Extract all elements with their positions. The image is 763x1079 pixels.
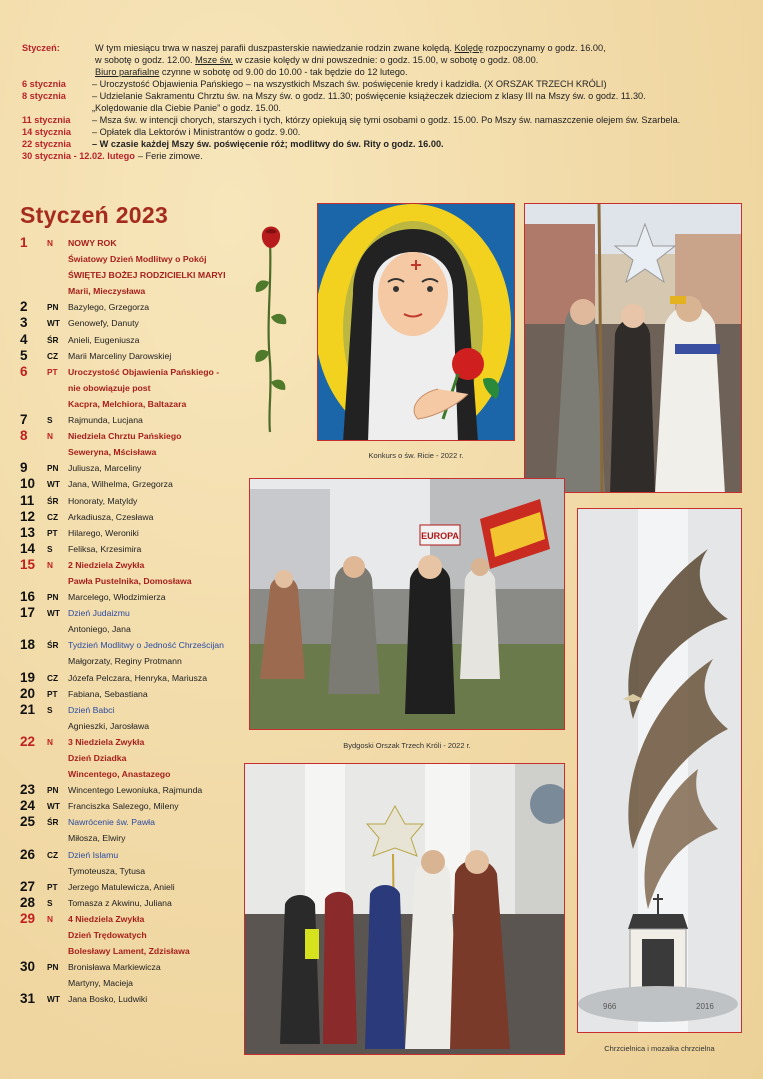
weekday: ŚR xyxy=(47,334,59,345)
notice-item: 11 stycznia – Msza św. w intencji chorych, starszych i tych, którzy opiekują się tymi osobami o godz. 15.00. Po Mszy św. namaszczenie olejem św. Szarbela. xyxy=(22,115,681,125)
day-text: Józefa Pelczara, Henryka, Mariusza xyxy=(68,672,208,683)
calendar-row xyxy=(20,299,260,315)
day-text: Juliusza, Marceliny xyxy=(68,463,142,474)
day-number: 10 xyxy=(20,476,36,492)
day-text: Franciszka Salezego, Mileny xyxy=(68,801,179,812)
weekday: N xyxy=(47,431,53,442)
intro-line-1: Styczeń: W tym miesiącu trwa w naszej parafii duszpasterskie nawiedzanie rodzin zwane kolędą. Kolędę rozpoczynamy o godz. 16.00, xyxy=(22,43,606,53)
day-number: 21 xyxy=(20,701,36,717)
rita-painting-drawing xyxy=(318,204,515,441)
orszak-procession-drawing xyxy=(250,479,565,730)
calendar-row xyxy=(20,621,260,637)
month-title: Styczeń 2023 xyxy=(20,202,169,228)
caption-orszak: Bydgoski Orszak Trzech Króli - 2022 r. xyxy=(343,741,471,750)
day-text: Tomasza z Akwinu, Juliana xyxy=(68,897,172,908)
calendar-row xyxy=(20,653,260,669)
day-text: Miłosza, Elwiry xyxy=(68,833,126,844)
weekday: S xyxy=(47,543,53,554)
day-text: Marii, Mieczysława xyxy=(68,286,146,297)
three-kings-drawing xyxy=(525,204,742,493)
calendar-row xyxy=(20,718,260,734)
calendar-row xyxy=(20,782,260,798)
weekday: CZ xyxy=(47,849,59,860)
calendar-row xyxy=(20,444,260,460)
day-text: Martyny, Macieja xyxy=(68,978,134,989)
parish-notices xyxy=(22,42,757,162)
weekday: ŚR xyxy=(47,495,59,506)
weekday: PN xyxy=(47,302,59,313)
calendar-row xyxy=(20,734,260,750)
day-number: 28 xyxy=(20,894,36,910)
day-number: 23 xyxy=(20,782,36,798)
weekday: PT xyxy=(47,688,58,699)
day-number: 18 xyxy=(20,637,36,653)
weekday: PT xyxy=(47,527,58,538)
day-text: Dzień Islamu xyxy=(68,849,119,860)
calendar-row xyxy=(20,847,260,863)
day-text: 3 Niedziela Zwykła xyxy=(68,736,145,747)
calendar-row xyxy=(20,814,260,830)
weekday: CZ xyxy=(47,672,59,683)
day-text: Jana Bosko, Ludwiki xyxy=(68,994,148,1005)
intro-line-2: w sobotę o godz. 12.00. Msze św. w czasie kolędy w dni powszednie: o godz. 15.00, w sobotę o godz. 08.00. xyxy=(95,55,539,65)
weekday: S xyxy=(47,415,53,426)
weekday: S xyxy=(47,704,53,715)
day-number: 29 xyxy=(20,910,36,926)
weekday: N xyxy=(47,736,53,747)
day-text: Bazylego, Grzegorza xyxy=(68,302,150,313)
notice-item: 30 stycznia - 12.02. lutego – Ferie zimowe. xyxy=(22,151,203,161)
weekday: CZ xyxy=(47,350,59,361)
weekday: N xyxy=(47,559,53,570)
day-number: 13 xyxy=(20,524,36,540)
weekday: S xyxy=(47,897,53,908)
font-year-left: 966 xyxy=(603,1002,617,1011)
intro-line-3: Biuro parafialne czynne w sobotę od 9.00 do 10.00 - tak będzie do 12 lutego. xyxy=(95,67,408,77)
calendar-row xyxy=(20,251,260,267)
day-text: Rajmunda, Lucjana xyxy=(68,415,143,426)
calendar-row xyxy=(20,702,260,718)
weekday: PN xyxy=(47,592,59,603)
weekday: ŚR xyxy=(47,817,59,828)
calendar-row xyxy=(20,975,260,991)
weekday: PN xyxy=(47,463,59,474)
calendar-row xyxy=(20,750,260,766)
calendar-row xyxy=(20,927,260,943)
day-number: 24 xyxy=(20,798,36,814)
baptismal-font-drawing xyxy=(578,509,742,1033)
calendar-row xyxy=(20,509,260,525)
day-number: 19 xyxy=(20,669,36,685)
calendar-row xyxy=(20,573,260,589)
weekday: ŚR xyxy=(47,640,59,651)
day-number: 8 xyxy=(20,428,28,444)
calendar-row xyxy=(20,637,260,653)
calendar-row xyxy=(20,670,260,686)
weekday: PN xyxy=(47,785,59,796)
day-number: 2 xyxy=(20,299,28,315)
calendar-row xyxy=(20,798,260,814)
weekday: CZ xyxy=(47,511,59,522)
day-number: 6 xyxy=(20,363,28,379)
calendar-row xyxy=(20,830,260,846)
calendar-list xyxy=(20,235,260,1008)
photo-rita-painting xyxy=(317,203,515,441)
day-text: Seweryna, Mścisława xyxy=(68,447,157,458)
day-text: Tydzień Modlitwy o Jedność Chrześcijan xyxy=(68,640,224,651)
day-number: 7 xyxy=(20,412,28,428)
calendar-row xyxy=(20,348,260,364)
day-text: nie obowiązuje post xyxy=(68,382,151,393)
calendar-row xyxy=(20,766,260,782)
day-text: Uroczystość Objawienia Pańskiego - xyxy=(68,366,220,377)
calendar-row xyxy=(20,863,260,879)
europa-sign: EUROPA xyxy=(421,531,459,541)
day-text: Agnieszki, Jarosława xyxy=(68,720,150,731)
kings-church-drawing xyxy=(245,764,565,1055)
photo-baptismal-font xyxy=(577,508,742,1033)
weekday: PN xyxy=(47,962,59,973)
calendar-row xyxy=(20,959,260,975)
day-text: Małgorzaty, Reginy Protmann xyxy=(68,656,182,667)
weekday: WT xyxy=(47,479,60,490)
day-text: Dzień Babci xyxy=(68,704,115,715)
calendar-row xyxy=(20,911,260,927)
weekday: WT xyxy=(47,608,60,619)
day-number: 27 xyxy=(20,878,36,894)
day-text: 4 Niedziela Zwykła xyxy=(68,913,145,924)
day-number: 26 xyxy=(20,846,36,862)
day-text: Pawła Pustelnika, Domosława xyxy=(68,575,192,586)
day-number: 4 xyxy=(20,331,28,347)
day-text: Niedziela Chrztu Pańskiego xyxy=(68,431,182,442)
day-number: 12 xyxy=(20,508,36,524)
day-number: 22 xyxy=(20,733,36,749)
calendar-row xyxy=(20,235,260,251)
day-number: 17 xyxy=(20,605,36,621)
day-text: Wincentego Lewoniuka, Rajmunda xyxy=(68,785,203,796)
day-text: Dzień Judaizmu xyxy=(68,608,130,619)
day-text: Honoraty, Matyldy xyxy=(68,495,138,506)
rose-icon xyxy=(250,222,292,434)
day-text: NOWY ROK xyxy=(68,238,117,248)
day-number: 15 xyxy=(20,556,36,572)
caption-chrzcielnica: Chrzcielnica i mozaika chrzcielna xyxy=(604,1044,715,1053)
day-number: 30 xyxy=(20,959,36,975)
day-text: Genowefy, Danuty xyxy=(68,318,139,329)
calendar-row xyxy=(20,412,260,428)
calendar-row xyxy=(20,493,260,509)
notice-item: 22 stycznia – W czasie każdej Mszy św. poświęcenie róż; modlitwy do św. Rity o godz. 16.00. xyxy=(22,139,444,149)
day-number: 31 xyxy=(20,991,36,1007)
weekday: WT xyxy=(47,801,60,812)
notice-item: 6 stycznia – Uroczystość Objawienia Pańskiego – na wszystkich Mszach św. poświęcenie kredy i kadzidła. (X ORSZAK TRZECH KRÓLI) xyxy=(22,79,607,89)
calendar-row xyxy=(20,315,260,331)
calendar-row xyxy=(20,943,260,959)
weekday: N xyxy=(47,238,53,248)
photo-three-kings xyxy=(524,203,742,493)
day-text: Dzień Trędowatych xyxy=(68,930,147,941)
notice-item: 8 stycznia – Udzielanie Sakramentu Chrztu św. na Mszy św. o godz. 11.30; poświęcenie książeczek dzieciom z klasy III na Mszy św. o godz. 11.30. xyxy=(22,91,646,101)
calendar-row xyxy=(20,396,260,412)
day-number: 3 xyxy=(20,315,28,331)
day-number: 5 xyxy=(20,347,28,363)
calendar-row xyxy=(20,991,260,1007)
day-text: Antoniego, Jana xyxy=(68,624,131,635)
day-text: Kacpra, Melchiora, Baltazara xyxy=(68,398,187,409)
day-text: Wincentego, Anastazego xyxy=(68,769,171,780)
weekday: N xyxy=(47,913,53,924)
weekday: PT xyxy=(47,881,58,892)
day-text: Anieli, Eugeniusza xyxy=(68,334,140,345)
day-text: Feliksa, Krzesimira xyxy=(68,543,142,554)
day-text: Tymoteusza, Tytusa xyxy=(68,865,146,876)
calendar-row xyxy=(20,460,260,476)
notice-item: „Kolędowanie dla Ciebie Panie” o godz. 15.00. xyxy=(92,103,281,113)
calendar-row xyxy=(20,476,260,492)
day-number: 11 xyxy=(20,492,35,508)
calendar-row xyxy=(20,895,260,911)
day-text: Bolesławy Lament, Zdzisława xyxy=(68,946,190,957)
calendar-row xyxy=(20,428,260,444)
day-text: Bronisława Markiewicza xyxy=(68,962,161,973)
day-text: ŚWIĘTEJ BOŻEJ RODZICIELKI MARYI xyxy=(68,270,226,281)
day-number: 25 xyxy=(20,814,36,830)
day-text: Arkadiusza, Czesława xyxy=(68,511,154,522)
day-text: 2 Niedziela Zwykła xyxy=(68,559,145,570)
day-text: Jana, Wilhelma, Grzegorza xyxy=(68,479,173,490)
font-year-right: 2016 xyxy=(696,1002,714,1011)
day-text: Fabiana, Sebastiana xyxy=(68,688,148,699)
photo-kings-church xyxy=(244,763,565,1055)
calendar-row xyxy=(20,332,260,348)
day-number: 9 xyxy=(20,460,28,476)
calendar-row xyxy=(20,686,260,702)
calendar-row xyxy=(20,879,260,895)
calendar-row xyxy=(20,267,260,283)
intro-heading: Styczeń: xyxy=(22,43,60,53)
day-text: Hilarego, Weroniki xyxy=(68,527,139,538)
day-number: 1 xyxy=(20,235,28,250)
calendar-row xyxy=(20,525,260,541)
notice-item: 14 stycznia – Opłatek dla Lektorów i Ministrantów o godz. 9.00. xyxy=(22,127,301,137)
calendar-row xyxy=(20,364,260,380)
caption-rita: Konkurs o św. Ricie - 2022 r. xyxy=(368,451,464,460)
day-text: Dzień Dziadka xyxy=(68,753,127,763)
weekday: WT xyxy=(47,318,60,329)
calendar-row xyxy=(20,589,260,605)
calendar-row xyxy=(20,557,260,573)
day-text: Marcelego, Włodzimierza xyxy=(68,592,166,603)
day-number: 14 xyxy=(20,540,36,556)
weekday: PT xyxy=(47,366,58,377)
weekday: WT xyxy=(47,994,60,1005)
day-text: Marii Marceliny Darowskiej xyxy=(68,350,172,361)
photo-orszak-procession xyxy=(249,478,565,730)
day-text: Nawrócenie św. Pawła xyxy=(68,817,155,828)
calendar-row xyxy=(20,605,260,621)
calendar-row xyxy=(20,380,260,396)
day-text: Jerzego Matulewicza, Anieli xyxy=(68,881,175,892)
calendar-row xyxy=(20,541,260,557)
day-number: 16 xyxy=(20,589,36,605)
day-number: 20 xyxy=(20,685,36,701)
calendar-row xyxy=(20,283,260,299)
day-text: Światowy Dzień Modlitwy o Pokój xyxy=(68,254,207,265)
